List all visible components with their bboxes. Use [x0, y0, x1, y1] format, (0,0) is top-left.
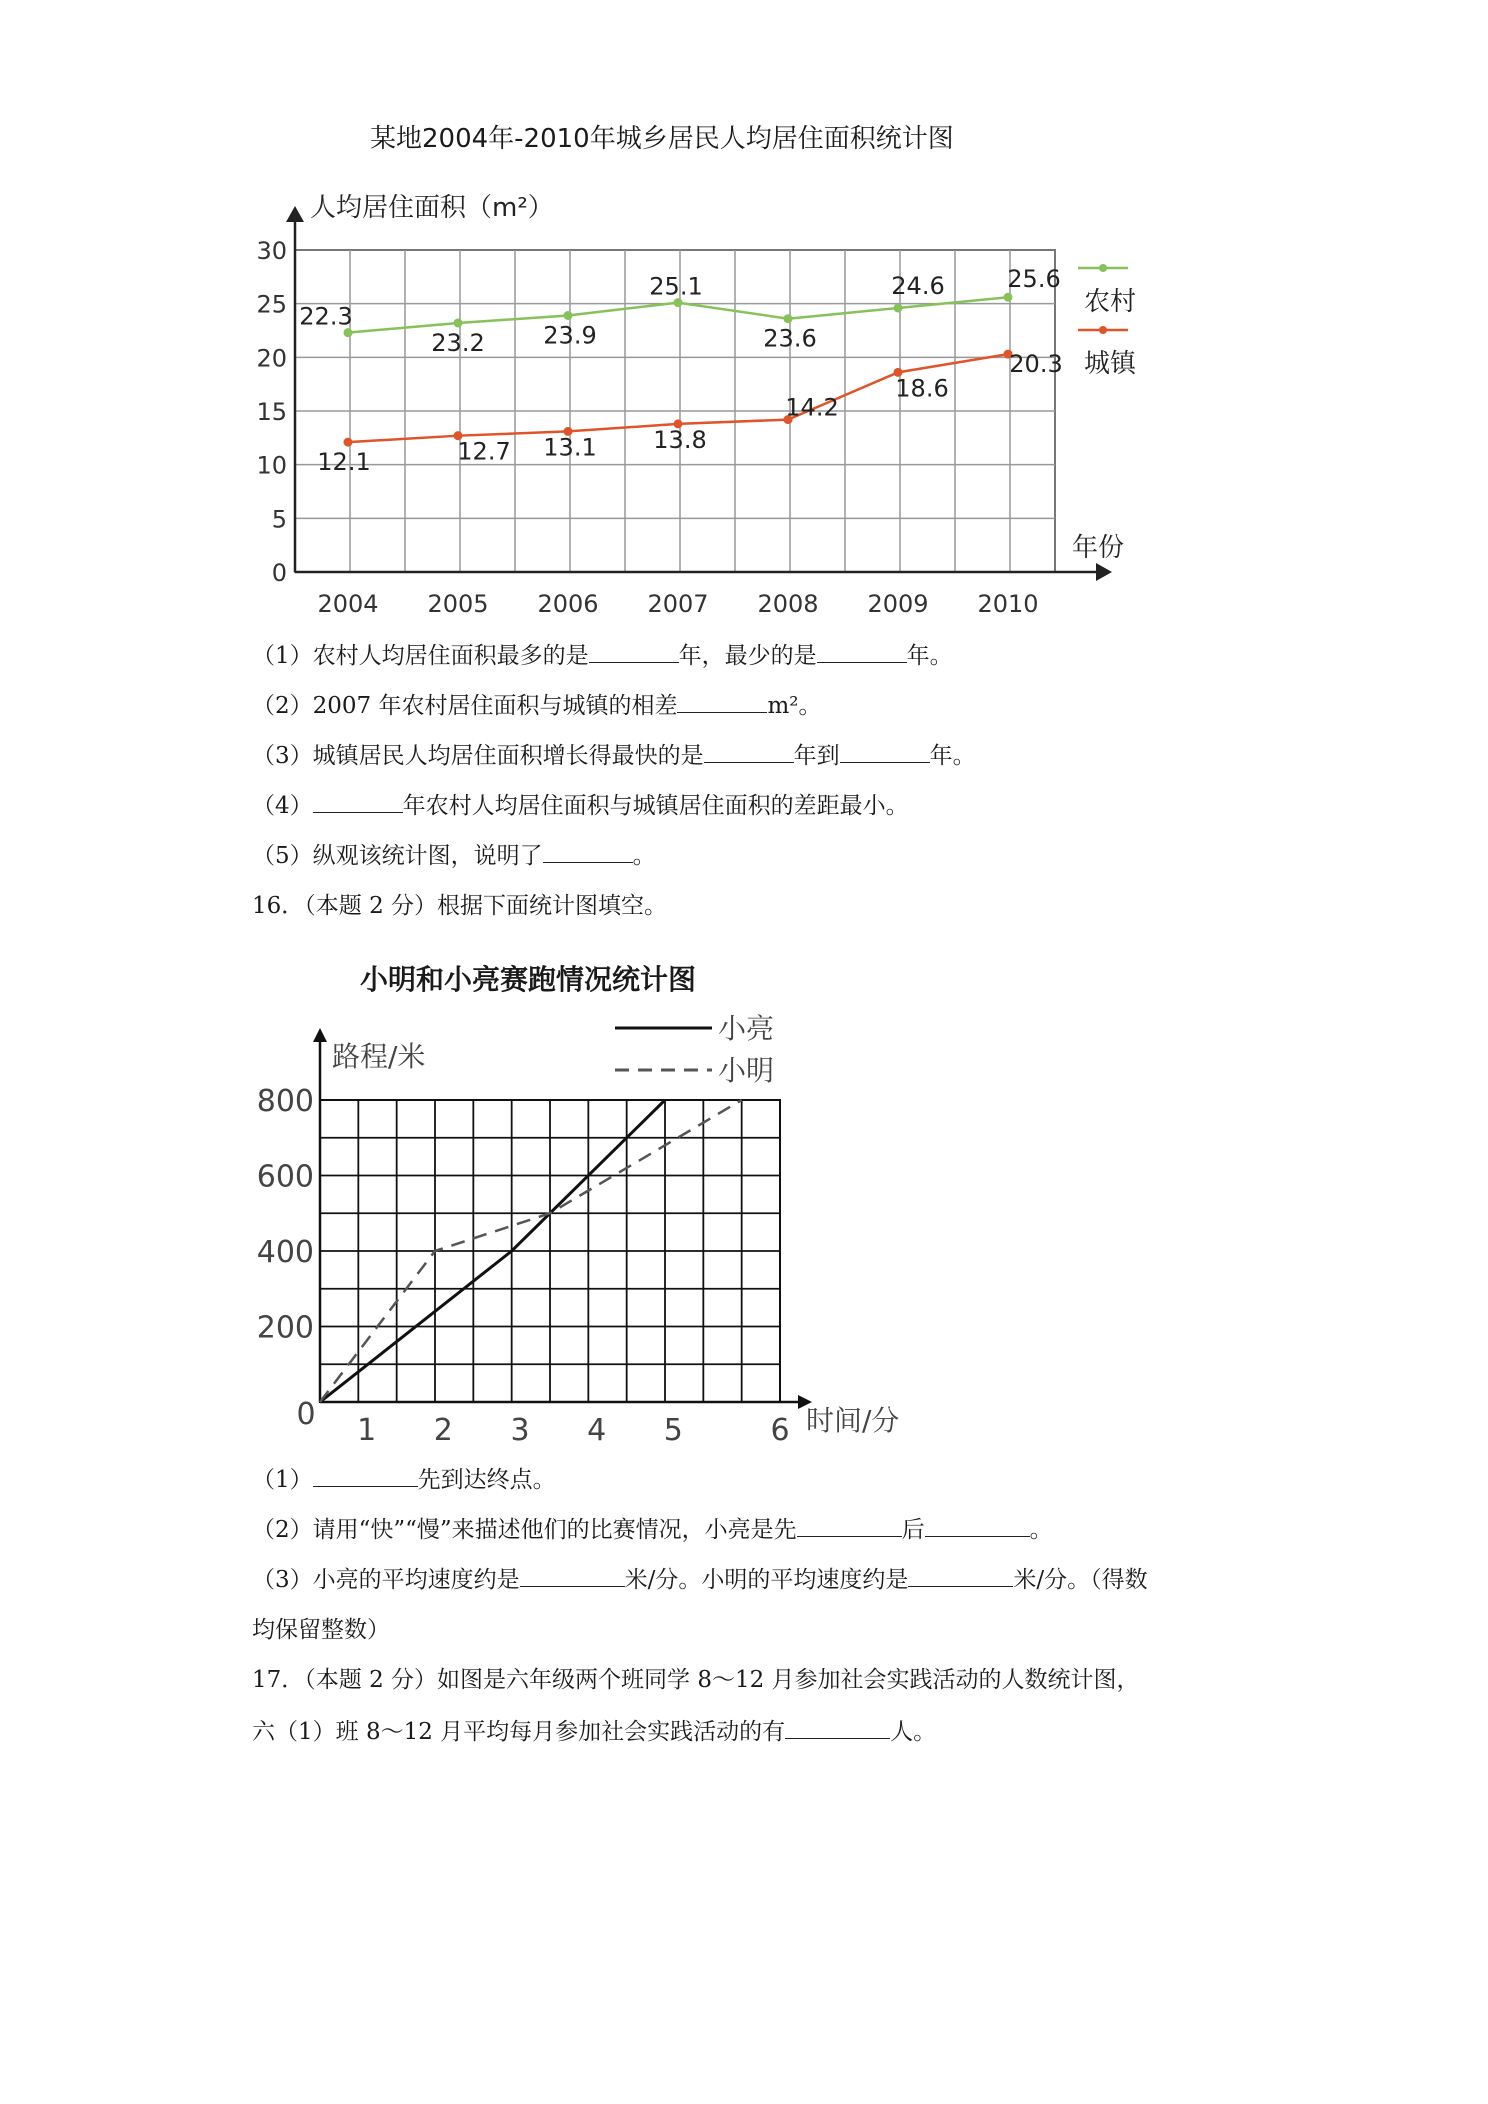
- q1-1-text-b: 年，最少的是: [678, 643, 817, 669]
- chart1-x-tick-label: 2004: [317, 590, 379, 618]
- chart1-point: [344, 438, 353, 447]
- chart1-legend-marker: [1099, 326, 1107, 334]
- chart1-data-label: 23.9: [543, 321, 597, 350]
- q1-5-text-b: 。: [632, 843, 656, 869]
- chart2-race-line-chart: [0, 990, 1488, 1450]
- chart2-x-tick-label: 4: [587, 1413, 607, 1448]
- answer-blank[interactable]: [677, 690, 767, 713]
- problem-16-header: 16．（本题 2 分）根据下面统计图填空。: [252, 893, 668, 919]
- chart1-point: [564, 311, 573, 320]
- chart1-y-tick-label: 25: [256, 290, 287, 319]
- chart1-data-label: 18.6: [895, 374, 949, 403]
- q2-2-text-a: （2）请用“快”“慢”来描述他们的比赛情况，小亮是先: [252, 1517, 797, 1543]
- chart2-grid: [320, 1100, 780, 1402]
- question-2-3: [252, 1564, 1148, 1596]
- question-2-1: [252, 1464, 556, 1496]
- question-1-1: [252, 640, 953, 672]
- chart2-x-ticks: [296, 1397, 789, 1448]
- answer-blank[interactable]: [817, 640, 907, 663]
- answer-blank[interactable]: [840, 740, 930, 763]
- chart1-point: [454, 318, 463, 327]
- question-2-3-continued: 均保留整数）: [252, 1617, 390, 1643]
- answer-blank[interactable]: [785, 1716, 890, 1739]
- chart1-data-label: 12.7: [457, 437, 511, 466]
- chart1-legend: [1078, 264, 1138, 379]
- q1-1-text-a: （1）农村人均居住面积最多的是: [252, 643, 589, 669]
- chart1-x-tick-label: 2007: [647, 590, 709, 618]
- chart1-y-tick-label: 15: [256, 398, 287, 426]
- chart2-x-tick-label: 5: [663, 1413, 683, 1448]
- chart1-living-area-line-chart: [0, 0, 1488, 640]
- chart2-title: 小明和小亮赛跑情况统计图: [360, 963, 697, 996]
- chart2-legend-label: 小亮: [718, 1012, 775, 1045]
- chart1-x-axis-label: 年份: [1072, 533, 1125, 563]
- p17-text-a: 六（1）班 8～12 月平均每月参加社会实践活动的有: [252, 1719, 786, 1745]
- chart1-y-ticks: [256, 237, 287, 587]
- chart1-y-tick-label: 30: [256, 237, 287, 265]
- chart1-data-label: 14.2: [785, 393, 839, 422]
- chart1-data-label: 12.1: [317, 448, 371, 477]
- chart2-x-tick-label: 2: [433, 1413, 453, 1448]
- chart1-data-label: 13.8: [653, 425, 707, 454]
- chart1-x-tick-label: 2010: [977, 590, 1039, 618]
- chart2-y-tick-label: 800: [256, 1084, 314, 1119]
- chart2-x-axis-label: 时间/分: [806, 1404, 900, 1437]
- answer-blank[interactable]: [520, 1564, 625, 1587]
- q2-3-text-a: （3）小亮的平均速度约是: [252, 1567, 520, 1593]
- chart1-y-tick-label: 10: [256, 451, 287, 480]
- q1-3-text-c: 年。: [929, 743, 976, 769]
- chart1-data-label: 13.1: [543, 433, 597, 462]
- chart2-x-tick-label: 0: [296, 1397, 316, 1432]
- chart1-point: [894, 303, 903, 312]
- chart1-point: [1004, 293, 1013, 302]
- chart1-x-ticks: [317, 590, 1038, 618]
- chart1-y-tick-label: 5: [271, 505, 287, 534]
- q2-1-text-b: 先到达终点。: [417, 1467, 556, 1493]
- q1-1-text-c: 年。: [906, 643, 953, 669]
- question-1-4: [252, 790, 909, 822]
- chart2-y-axis-arrow: [313, 1028, 327, 1042]
- chart1-series: [299, 265, 1062, 476]
- chart2-x-tick-label: 1: [357, 1413, 377, 1448]
- chart1-data-label: 22.3: [299, 302, 353, 331]
- p17-text-b: 人。: [890, 1719, 937, 1745]
- chart1-data-label: 20.3: [1009, 350, 1063, 379]
- q2-1-text-a: （1）: [252, 1467, 313, 1493]
- q2-2-text-b: 后: [901, 1517, 925, 1543]
- q2-3-text-c: 米/分。（得数: [1013, 1567, 1148, 1593]
- q1-2-text-b: m²。: [767, 693, 822, 719]
- chart1-x-axis-arrow: [1096, 563, 1112, 581]
- q1-4-text-a: （4）: [252, 793, 313, 819]
- question-1-2: [252, 690, 822, 722]
- chart1-data-label: 23.6: [763, 324, 817, 353]
- chart1-data-label: 25.6: [1007, 265, 1061, 294]
- chart1-legend-marker: [1099, 264, 1107, 272]
- answer-blank[interactable]: [589, 640, 679, 663]
- chart2-legend-label: 小明: [718, 1054, 775, 1087]
- chart2-y-ticks: [257, 1084, 314, 1346]
- answer-blank[interactable]: [925, 1514, 1030, 1537]
- chart2-y-tick-label: 200: [256, 1310, 314, 1346]
- answer-blank[interactable]: [313, 1464, 418, 1487]
- answer-blank[interactable]: [797, 1514, 902, 1537]
- chart1-legend-label: 农村: [1084, 287, 1137, 317]
- chart1-y-tick-label: 20: [256, 344, 287, 373]
- chart1-data-label: 24.6: [891, 271, 945, 300]
- q2-3-text-b: 米/分。小明的平均速度约是: [624, 1567, 909, 1593]
- q1-3-text-a: （3）城镇居民人均居住面积增长得最快的是: [252, 743, 704, 769]
- chart2-legend: [615, 1012, 774, 1087]
- chart1-axes: [286, 206, 1112, 581]
- answer-blank[interactable]: [704, 740, 794, 763]
- problem-17-line-2: [252, 1716, 936, 1748]
- chart1-x-tick-label: 2005: [427, 590, 489, 618]
- chart1-y-axis-arrow: [286, 206, 304, 222]
- chart1-data-label: 25.1: [649, 272, 703, 301]
- chart1-x-tick-label: 2008: [757, 590, 819, 618]
- problem-17-line-1: 17．（本题 2 分）如图是六年级两个班同学 8～12 月参加社会实践活动的人数统计图，: [252, 1667, 1140, 1693]
- chart1-x-tick-label: 2009: [867, 590, 929, 618]
- chart2-y-tick-label: 600: [256, 1159, 314, 1195]
- answer-blank[interactable]: [313, 790, 403, 813]
- q2-2-text-c: 。: [1029, 1517, 1053, 1543]
- chart1-x-tick-label: 2006: [537, 590, 599, 618]
- chart2-y-axis-label: 路程/米: [332, 1040, 426, 1073]
- chart1-point: [784, 314, 793, 323]
- q1-5-text-a: （5）纵观该统计图，说明了: [252, 843, 543, 869]
- answer-blank[interactable]: [543, 840, 633, 863]
- chart1-data-label: 23.2: [431, 328, 485, 357]
- answer-blank[interactable]: [908, 1564, 1013, 1587]
- chart2-y-tick-label: 400: [256, 1235, 314, 1270]
- q1-3-text-b: 年到: [793, 743, 840, 769]
- chart2-x-tick-label: 3: [510, 1413, 530, 1448]
- chart1-title: 某地2004年-2010年城乡居民人均居住面积统计图: [370, 124, 954, 154]
- chart1-y-axis-label: 人均居住面积（m²）: [310, 193, 554, 223]
- chart2-x-tick-label: 6: [770, 1413, 790, 1448]
- question-2-2: [252, 1514, 1053, 1546]
- chart1-legend-label: 城镇: [1084, 349, 1137, 379]
- question-1-5: [252, 840, 656, 872]
- q1-2-text-a: （2）2007 年农村居住面积与城镇的相差: [252, 693, 678, 719]
- chart1-y-tick-label: 0: [271, 559, 287, 587]
- question-1-3: [252, 740, 976, 772]
- q1-4-text-b: 年农村人均居住面积与城镇居住面积的差距最小。: [402, 793, 909, 819]
